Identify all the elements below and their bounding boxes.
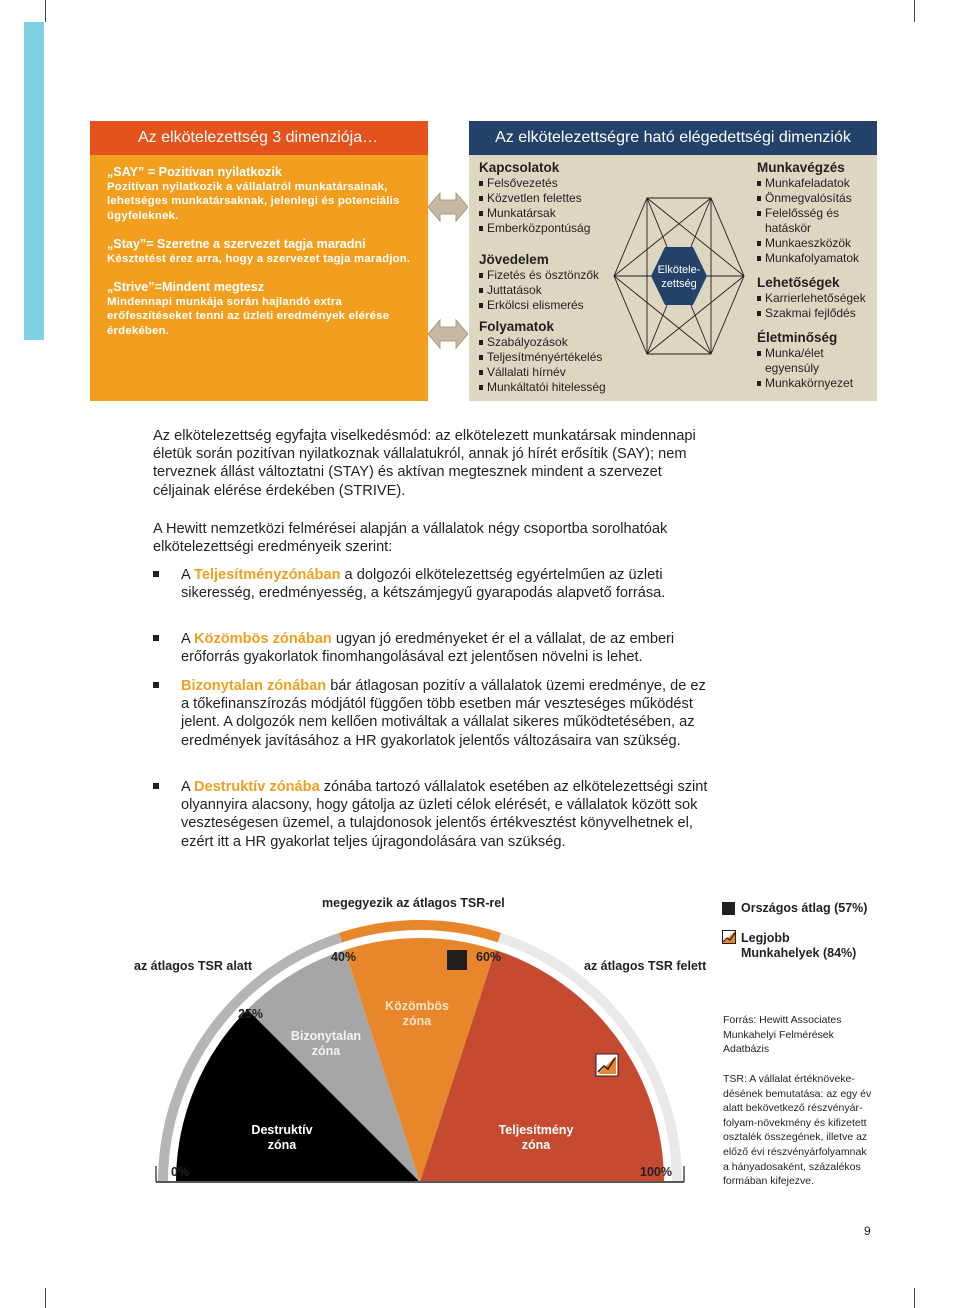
zone-highlight: Bizonytalan zónában — [181, 678, 327, 694]
double-arrow-icon — [428, 189, 468, 225]
left-panel-title: Az elkötelezettség 3 dimenziója… — [90, 121, 428, 155]
zone-label-teljesitmeny: Teljesítmény zóna — [498, 1123, 574, 1152]
dimension-item: Munkatársak — [479, 206, 629, 221]
crop-mark-bottom-left — [45, 1288, 46, 1308]
zone-highlight: Destruktív zónába — [193, 779, 320, 795]
stay-block — [107, 237, 414, 266]
double-arrow-icon — [428, 316, 468, 352]
zone-bullet: A Destruktív zónába zónába tartozó vállalatok esetében az elkötelezettségi szint olyannyira alacsony, hogy gátolja az üzleti célok elérését, e vállalatok között sok veszteségesen üzemel, a tulajdonosok jelentős értékvesztést könyvelhetnek el, ezért itt a HR gyakorlat teljes újragondolására van szükség. — [153, 778, 713, 851]
legend-legjobb-icon — [722, 930, 736, 944]
source-note: Forrás: Hewitt Associates Munkahelyi Felmérések Adatbázis — [723, 1014, 842, 1056]
bullet-icon — [153, 682, 159, 688]
zone-highlight: Teljesítményzónában — [193, 567, 341, 583]
zone-bullet: Bizonytalan zónában bár átlagosan pozitív a vállalatok üzemi eredménye, de ez a tőkefinanszírozás módjától függően több esetben már veszteséges működést jelent. A dolgozók nem kellően motiváltak a vállalat sikeres működtetésében, az eredmények javításához a HR gyakorlatok jelentős változásaira van szükség. — [153, 677, 713, 750]
dimension-item: Munkáltatói hitelesség — [479, 380, 629, 395]
zone-label-destruktiv: Destruktív zóna — [251, 1123, 313, 1152]
bullet-icon — [153, 635, 159, 641]
category-title: Életminőség — [757, 330, 838, 345]
category-title: Jövedelem — [479, 252, 549, 267]
dimension-item: Karrierlehetőségek — [757, 291, 875, 306]
stay-heading: „Stay”= Szeretne a szervezet tagja maradni — [107, 236, 366, 251]
dimension-item: Szakmai fejlődés — [757, 306, 875, 321]
engagement-hexagon-diagram — [609, 195, 749, 357]
dimension-item: Fizetés és ösztönzők — [479, 268, 629, 283]
legend-legjobb-label: Legjobb Munkahelyek (84%) — [741, 931, 857, 960]
say-heading: „SAY” = Pozitívan nyilatkozik — [107, 165, 282, 179]
gauge-label-right: az átlagos TSR felett — [584, 959, 707, 973]
center-label-line: Elkötele- — [657, 264, 701, 276]
dimension-item: Felelősség és — [757, 206, 875, 221]
dimension-item: Erkölcsi elismerés — [479, 298, 629, 313]
dimension-item: Munka/élet — [757, 346, 875, 361]
stay-text: Késztetést érez arra, hogy a szervezet tagja maradjon. — [107, 252, 411, 265]
category-title: Lehetőségek — [757, 275, 840, 290]
dimension-item: Felsővezetés — [479, 176, 629, 191]
zone-bullet: A Közömbös zónában ugyan jó eredményeket ér el a vállalat, de az emberi erőforrás gyakorlatok finomhangolásával ezt jelentősen növelni is lehet. — [153, 630, 713, 666]
strive-block — [107, 280, 414, 338]
gauge-tick-25: 25% — [238, 1007, 264, 1021]
bullet-icon — [153, 783, 159, 789]
zone-label-bizonytalan: Bizonytalan zóna — [290, 1029, 362, 1058]
crop-mark-bottom-right — [914, 1288, 915, 1308]
left-panel-body — [90, 155, 428, 401]
dimension-item: Szabályozások — [479, 335, 629, 350]
gauge-label-left: az átlagos TSR alatt — [134, 959, 253, 973]
dimension-item: Munkafeladatok — [757, 176, 875, 191]
say-text: Pozitívan nyilatkozik a vállalatról munkatársainak, lehetséges munkatársaknak, jelenlegi és potenciális ügyfeleknek. — [107, 181, 400, 222]
crop-mark-top-left — [45, 0, 46, 22]
category-title: Folyamatok — [479, 319, 555, 334]
orszagos-atlag-marker — [447, 950, 467, 970]
zone-highlight: Közömbös zónában — [193, 631, 332, 647]
legend-orszagos-swatch — [722, 902, 735, 915]
say-block — [107, 165, 414, 223]
dimension-item-continuation: hatáskör — [765, 221, 812, 235]
right-panel-body — [469, 155, 877, 401]
side-color-tab — [24, 22, 44, 340]
gauge-tick-0: 0% — [171, 1165, 190, 1179]
gauge-tick-40: 40% — [331, 950, 357, 964]
legjobb-munkahelyek-marker — [596, 1054, 618, 1076]
dimensions-left-column — [479, 160, 629, 395]
category-title: Kapcsolatok — [479, 160, 560, 175]
legend-orszagos-label: Országos átlag (57%) — [741, 901, 868, 915]
zone-bullet: A Teljesítményzónában a dolgozói elkötelezettség egyértelműen az üzleti sikeresség, eredményesség, a kétszámjegyű gyarapodás alapvető forrása. — [153, 566, 713, 602]
gauge-tick-100: 100% — [640, 1165, 672, 1179]
zone-label-kozombos: Közömbös zóna — [385, 999, 449, 1028]
center-label-line: zettség — [661, 278, 697, 290]
right-panel-title: Az elkötelezettségre ható elégedettségi dimenziók — [469, 121, 877, 155]
dimension-item: Közvetlen felettes — [479, 191, 629, 206]
bullet-icon — [153, 571, 159, 577]
dimension-item: Vállalati hírnév — [479, 365, 629, 380]
dimension-item: Emberközpontúság — [479, 221, 629, 236]
dimension-item: Önmegvalósítás — [757, 191, 875, 206]
dimension-item-continuation: egyensúly — [765, 361, 820, 375]
dimension-item: Juttatások — [479, 283, 629, 298]
dimension-item: Munkaeszközök — [757, 236, 875, 251]
hewitt-paragraph: A Hewitt nemzetközi felmérései alapján a vállalatok négy csoportba sorolhatóak elkötelezettségi eredményeik szerint: — [153, 521, 668, 556]
category-title: Munkavégzés — [757, 160, 845, 175]
strive-text: Mindennapi munkája során hajlandó extra erőfeszítéseket tenni az üzleti eredmények elérése érdekében. — [107, 296, 390, 337]
dimensions-right-column — [757, 160, 875, 391]
tsr-note: TSR: A vállalat értéknöveke- désének bemutatása: az egy év alatt bekövetkező részvényár- folyam-növekmény és kifizetett osztalék összegének, illetve az előző évi részvényárfolyamnak a hányadosaként, százalékos formában kifejezve. — [723, 1073, 872, 1188]
strive-heading: „Strive”=Mindent megtesz — [107, 280, 265, 295]
crop-mark-top-right — [914, 0, 915, 22]
dimension-item: Munkafolyamatok — [757, 251, 875, 266]
dimension-item: Munkakörnyezet — [757, 376, 875, 391]
intro-paragraph: Az elkötelezettség egyfajta viselkedésmód: az elkötelezett munkatársak mindennapi életük során pozitívan nyilatkoznak vállalatukról, annak jó hírét erősítik (SAY); nem terveznek állást változtatni (STAY) és aktívan megtesznek mindent a szervezet céljainak elérése érdekében (STRIVE). — [153, 428, 696, 499]
gauge-label-top: megegyezik az átlagos TSR-rel — [322, 896, 505, 910]
dimension-item: Teljesítményértékelés — [479, 350, 629, 365]
page-number: 9 — [864, 1224, 871, 1238]
gauge-tick-60: 60% — [476, 950, 502, 964]
